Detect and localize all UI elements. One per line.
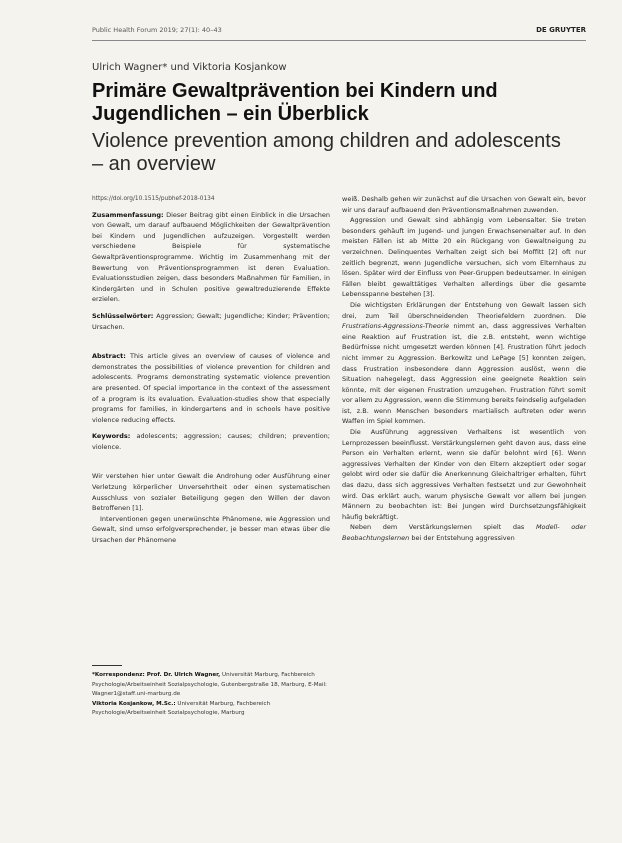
- body-paragraph: Wir verstehen hier unter Gewalt die Androhung oder Ausführung einer Verletzung körperlicher Unversehrtheit oder einen systematischen Ausschluss von sozialer Beteiligung gegen den Willen der davon Betroffenen [1].: [92, 472, 330, 513]
- header-rule: [92, 40, 586, 41]
- body-paragraph: [342, 522, 586, 543]
- body-paragraph: Interventionen gegen unerwünschte Phänomene, wie Aggression und Gewalt, sind umso erfolgversprechender, je besser man etwas über die Ursachen der Phänomene: [92, 514, 330, 545]
- authors: Ulrich Wagner* und Viktoria Kosjankow: [92, 62, 287, 73]
- footnote-second-author-label: Viktoria Kosjankow, M.Sc.:: [92, 700, 176, 707]
- keywords-german-label: Schlüsselwörter:: [92, 311, 154, 320]
- body-text: Neben dem Verstärkungslernen spielt das: [350, 523, 536, 532]
- abstract-german: [92, 210, 330, 305]
- correspondence-footnote: [92, 671, 330, 719]
- abstract-english-label: Abstract:: [92, 352, 126, 361]
- keywords-english: [92, 431, 330, 452]
- body-text: bei der Entstehung aggressiven: [409, 534, 515, 542]
- footnote-rule: [92, 665, 122, 666]
- doi-link[interactable]: https://doi.org/10.1515/pubhef-2018-0134: [92, 196, 215, 202]
- left-column: [92, 194, 330, 546]
- footnote-corresponding-label: *Korrespondenz: Prof. Dr. Ulrich Wagner,: [92, 672, 221, 678]
- body-paragraph: Die Ausführung aggressiven Verhaltens ist wesentlich von Lernprozessen beeinflusst. Verstärkungslernen geht davon aus, dass eine Person ein Verhalten erlernt, wenn sie dafür belohnt wird [6]. Wenn aggressives Verhalten der Kinder von den Eltern akzeptiert oder sogar gelobt wird oder sie dafür die Anerkennung Gleichaltriger erhalten, führt das dazu, dass sich aggressives Verhalten festsetzt und zur Gewohnheit wird. Das erklärt auch, warum physische Gewalt vor allem bei jungen Männern zu beobachten ist: Bei Jungen wird Durchsetzungsfähigkeit häufig bekräftigt.: [342, 428, 586, 521]
- keywords-english-text: adolescents; aggression; causes; children; prevention; violence.: [92, 432, 330, 451]
- body-text: nimmt an, dass aggressives Verhalten eine Reaktion auf Frustration ist, die z.B. entsteht, wenn wichtige Bedürfnisse nicht umgesetzt werden können [4]. Frustration führt jedoch nicht immer zu Aggression. Berkowitz und LePage [5] konnten zeigen, dass Frustration insbesondere dann Aggression auslöst, wenn die Situation nahegelegt, dass Aggression eine geeignete Reaktion sein könnte, mit der eigenen Frustration umzugehen. Frustration führt somit vor allem zu Aggression, wenn die Stimmung bereits feindselig aufgeladen ist, z.B. wenn Menschen besonders martialisch auftreten oder wenn Waffen im Spiel kommen.: [342, 322, 586, 426]
- journal-citation: Public Health Forum 2019; 27(1): 40–43: [92, 26, 222, 34]
- body-paragraph: weiß. Deshalb gehen wir zunächst auf die Ursachen von Gewalt ein, bevor wir uns darauf aufbauend den Präventionsmaßnahmen zuwenden.: [342, 195, 586, 214]
- publisher-logo: DE GRUYTER: [536, 26, 586, 34]
- abstract-german-label: Zusammenfassung:: [92, 210, 164, 219]
- body-paragraph: [342, 300, 586, 427]
- footnote-corresponding-text: Universität Marburg, Fachbereich Psychologie/Arbeitseinheit Sozialpsychologie, Gutenbergstraße 18, Marburg, E-Mail: Wagner1@staff.uni-marburg.de: [92, 672, 327, 698]
- abstract-english-text: This article gives an overview of causes of violence and demonstrates the possibilities of violence prevention for children and adolescents. Programs demonstrating systematic violence prevention are presented. Of special importance in the context of the assessment of a program is its evaluation. Evaluation-studies show that especially programs for families, in kindergartens and in schools have positive violence reducing effects.: [92, 352, 330, 424]
- abstract-english: [92, 351, 330, 425]
- theory-term: Frustrations-Aggressions-Theorie: [342, 322, 450, 331]
- keywords-german-text: Aggression; Gewalt; Jugendliche; Kinder; Prävention; Ursachen.: [92, 311, 330, 331]
- running-header: [92, 26, 586, 34]
- theory-term: Modell- oder Beobachtungslernen: [342, 523, 586, 542]
- footnote-second-author-text: Universität Marburg, Fachbereich Psychologie/Arbeitseinheit Sozialpsychologie, Marburg: [92, 700, 271, 717]
- title-german: Primäre Gewaltprävention bei Kindern und Jugendlichen – ein Überblick: [92, 80, 498, 125]
- title-english: Violence prevention among children and adolescents – an overview: [92, 130, 561, 175]
- body-text: Die wichtigsten Erklärungen der Entstehung von Gewalt lassen sich drei, zum Teil überschneidenden Theoriefeldern zuordnen. Die: [342, 300, 586, 320]
- keywords-german: [92, 311, 330, 332]
- body-paragraph: Aggression und Gewalt sind abhängig vom Lebensalter. Sie treten besonders gehäuft im Jugend- und jungen Erwachsenenalter auf. In den meisten Fällen ist ab Mitte 20 ein Rückgang von Gewaltneigung zu verzeichnen. Delinquentes Verhalten zeigt sich bei Moffitt [2] oft nur zeitlich begrenzt, wenn Jugendliche versuchen, sich vom Elternhaus zu lösen. Später wird der Einfluss von Peer-Gruppen bedeutsamer. In einigen Fällen bleibt gewalttätiges Verhalten allerdings über die gesamte Lebensspanne bestehen [3].: [342, 216, 586, 299]
- abstract-german-text: Dieser Beitrag gibt einen Einblick in die Ursachen von Gewalt, um darauf aufbauend Möglichkeiten der Gewaltprävention bei Kindern und Jugendlichen aufzuzeigen. Vorgestellt werden verschiedene Beispiele für systematische Gewaltpräventionsprogramme. Wichtig im Zusammenhang mit der Bewertung von Präventionsprogrammen ist deren Evaluation. Evaluationsstudien zeigen, dass besonders Maßnahmen für Familien, in Kindergärten und in Schulen positive gewaltreduzierende Effekte erzielen.: [92, 210, 330, 304]
- keywords-english-label: Keywords:: [92, 432, 131, 441]
- right-column: [342, 194, 586, 544]
